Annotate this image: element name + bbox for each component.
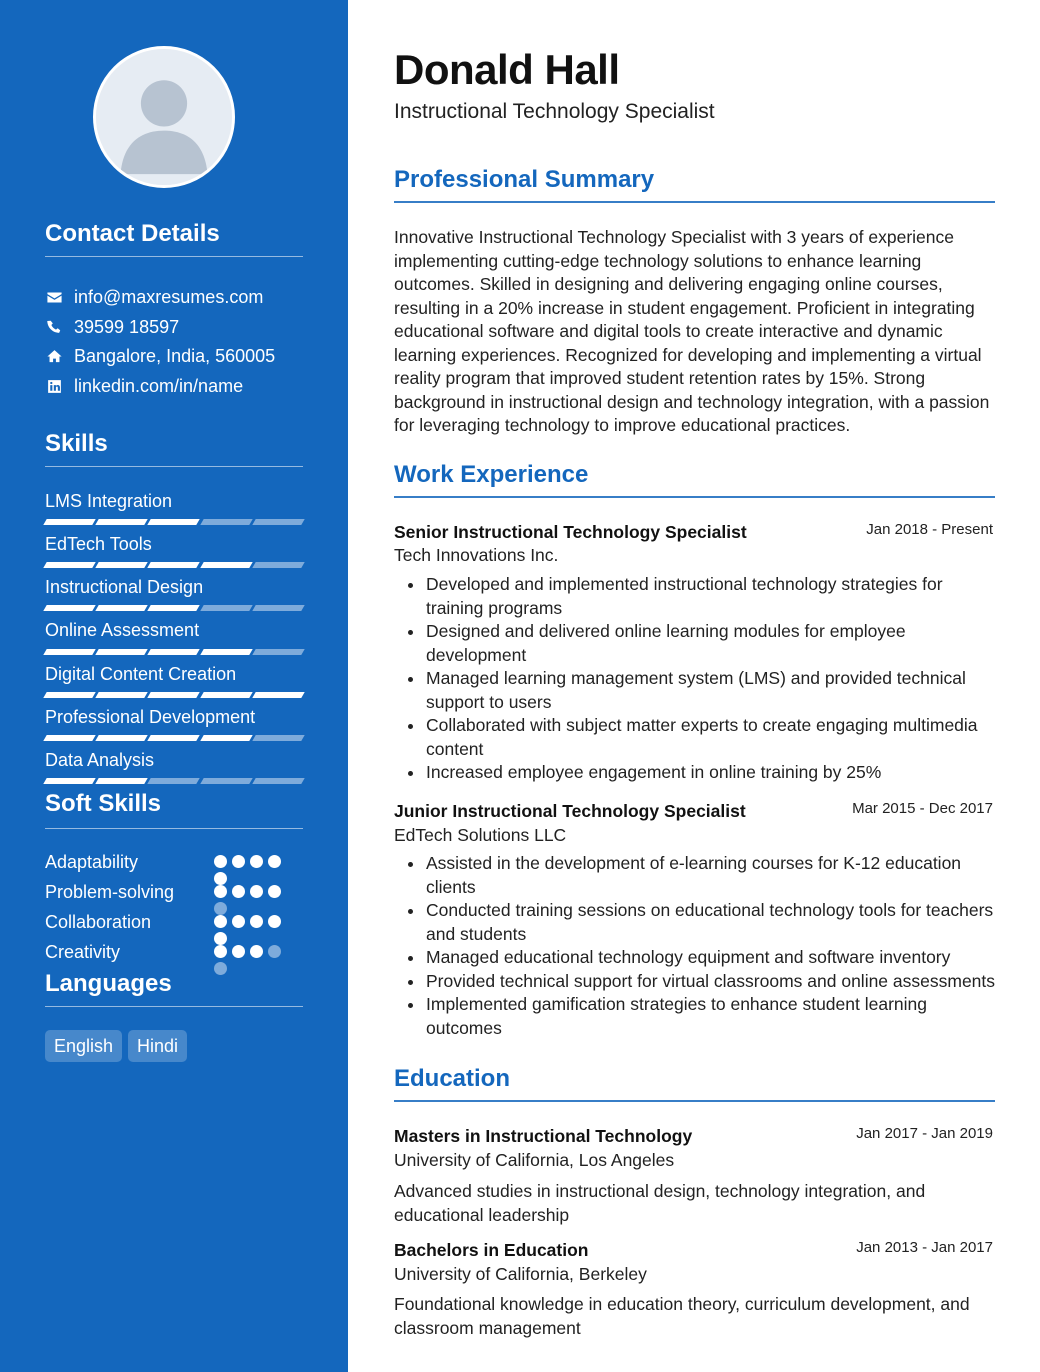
phone-icon — [45, 318, 63, 336]
soft-skill-rating — [214, 915, 286, 945]
skill-level-segment — [148, 519, 201, 525]
skill-name: Instructional Design — [45, 577, 204, 597]
summary-text: Innovative Instructional Technology Specialist with 3 years of experience implementing cutting-edge technology solutions to enhance learning outcomes. Skilled in designing and delivering engaging online courses, resulting in a 20% increase in student engagement. Proficient in integrating educational software and digital tools to create interactive and dynamic learning experiences. Recognized for developing and implementing a virtual reality program that improved student retention rates by 15%. Strong background in instructional design and technology integration, with a passion for leveraging technology to improve educational practices. — [394, 227, 990, 435]
rating-dot — [214, 885, 227, 898]
candidate-name: Donald Hall — [394, 46, 620, 93]
skill-level-segment — [148, 649, 201, 655]
skill-level-bar — [45, 605, 303, 611]
skill-name: Online Assessment — [45, 620, 200, 640]
rating-dot — [214, 855, 227, 868]
list-item: Designed and delivered online learning modules for employee development — [394, 620, 998, 667]
skill-level-segment — [200, 692, 253, 698]
skill-level-bar — [45, 562, 303, 568]
soft-skill-name: Collaboration — [45, 912, 152, 932]
soft-skill-name: Creativity — [45, 942, 121, 962]
skill-level-segment — [200, 778, 253, 784]
skill-level-bar — [45, 649, 303, 655]
job-title: Senior Instructional Technology Specialist — [394, 522, 747, 542]
rating-dot — [214, 962, 227, 975]
school-name: University of California, Berkeley — [394, 1264, 647, 1284]
skill-level-bar — [45, 519, 303, 525]
skill-level-segment — [148, 692, 201, 698]
soft-skill-rating — [214, 945, 286, 975]
skill-level-segment — [95, 649, 148, 655]
contact-divider — [45, 256, 303, 257]
rating-dot — [214, 915, 227, 928]
languages-divider — [45, 1006, 303, 1007]
skill-name: Professional Development — [45, 707, 256, 727]
list-item: Conducted training sessions on educational technology tools for teachers and students — [394, 899, 998, 946]
sidebar — [0, 0, 348, 1372]
list-item: Collaborated with subject matter experts to create engaging multimedia content — [394, 714, 998, 761]
contact-phone[interactable] — [45, 316, 179, 338]
rating-dot — [214, 945, 227, 958]
contact-title: Contact Details — [45, 220, 220, 247]
skill-level-segment — [95, 692, 148, 698]
soft-skill-rating — [214, 885, 286, 915]
rating-dot — [268, 885, 281, 898]
job-bullets — [394, 573, 998, 785]
contact-email[interactable] — [45, 286, 263, 308]
skill-level-segment — [252, 605, 305, 611]
education-divider — [394, 1100, 995, 1102]
skill-level-segment — [95, 519, 148, 525]
rating-dot — [268, 855, 281, 868]
rating-dot — [250, 885, 263, 898]
contact-phone-text: 39599 18597 — [74, 316, 180, 337]
degree-description: Advanced studies in instructional design, technology integration, and educational leadership — [394, 1181, 926, 1225]
skill-level-bar — [45, 692, 303, 698]
skill-level-segment — [200, 562, 253, 568]
main-content — [348, 0, 1040, 1372]
skill-level-bar — [45, 778, 303, 784]
skill-level-segment — [252, 649, 305, 655]
skills-title: Skills — [45, 430, 108, 457]
skill-level-segment — [95, 778, 148, 784]
home-icon — [45, 347, 63, 365]
job-dates: Mar 2015 - Dec 2017 — [852, 800, 993, 817]
skill-level-bar — [45, 735, 303, 741]
skill-level-segment — [95, 605, 148, 611]
skills-divider — [45, 466, 303, 467]
skill-level-segment — [43, 649, 96, 655]
list-item: Implemented gamification strategies to enhance student learning outcomes — [394, 993, 998, 1040]
skill-name: Data Analysis — [45, 750, 155, 770]
list-item: Managed educational technology equipment and software inventory — [394, 946, 998, 970]
contact-address-text: Bangalore, India, 560005 — [74, 345, 276, 366]
rating-dot — [214, 932, 227, 945]
rating-dot — [232, 885, 245, 898]
skill-level-segment — [43, 605, 96, 611]
skill-level-segment — [200, 519, 253, 525]
rating-dot — [214, 872, 227, 885]
language-chip: English — [45, 1030, 122, 1062]
rating-dot — [232, 915, 245, 928]
experience-divider — [394, 496, 995, 498]
skill-level-segment — [43, 519, 96, 525]
rating-dot — [214, 902, 227, 915]
skill-level-segment — [43, 562, 96, 568]
school-name: University of California, Los Angeles — [394, 1150, 675, 1170]
job-company: Tech Innovations Inc. — [394, 545, 559, 565]
list-item: Assisted in the development of e-learning courses for K-12 education clients — [394, 852, 998, 899]
envelope-icon — [45, 288, 63, 306]
rating-dot — [250, 855, 263, 868]
contact-address — [45, 345, 275, 367]
degree-dates: Jan 2017 - Jan 2019 — [856, 1125, 993, 1142]
list-item: Developed and implemented instructional technology strategies for training programs — [394, 573, 998, 620]
soft-skill-name: Problem-solving — [45, 882, 175, 902]
candidate-role: Instructional Technology Specialist — [394, 100, 715, 123]
soft-skill-name: Adaptability — [45, 852, 139, 872]
soft-skills-title: Soft Skills — [45, 790, 162, 817]
linkedin-icon — [45, 377, 63, 395]
rating-dot — [268, 915, 281, 928]
contact-linkedin[interactable] — [45, 375, 243, 397]
skill-level-segment — [148, 605, 201, 611]
degree-dates: Jan 2013 - Jan 2017 — [856, 1239, 993, 1256]
skill-level-segment — [43, 735, 96, 741]
skill-level-segment — [95, 562, 148, 568]
summary-title: Professional Summary — [394, 166, 655, 193]
skill-level-segment — [252, 778, 305, 784]
rating-dot — [250, 945, 263, 958]
list-item: Provided technical support for virtual classrooms and online assessments — [394, 970, 998, 994]
contact-email-text: info@maxresumes.com — [74, 286, 264, 307]
language-chip: Hindi — [128, 1030, 187, 1062]
skill-name: LMS Integration — [45, 491, 173, 511]
job-title: Junior Instructional Technology Specialist — [394, 801, 746, 821]
job-dates: Jan 2018 - Present — [866, 521, 993, 538]
rating-dot — [250, 915, 263, 928]
skill-name: Digital Content Creation — [45, 664, 237, 684]
rating-dot — [268, 945, 281, 958]
rating-dot — [232, 945, 245, 958]
skill-level-segment — [43, 778, 96, 784]
avatar-placeholder-icon — [96, 49, 232, 185]
summary-divider — [394, 201, 995, 203]
education-title: Education — [394, 1065, 511, 1092]
soft-skill-rating — [214, 855, 286, 885]
skill-level-segment — [148, 562, 201, 568]
skill-level-segment — [95, 735, 148, 741]
list-item: Increased employee engagement in online training by 25% — [394, 761, 998, 785]
skill-level-segment — [43, 692, 96, 698]
degree-title: Bachelors in Education — [394, 1240, 589, 1260]
skill-level-segment — [148, 778, 201, 784]
job-bullets — [394, 852, 998, 1040]
experience-title: Work Experience — [394, 461, 589, 488]
rating-dot — [232, 855, 245, 868]
avatar — [93, 46, 235, 188]
degree-title: Masters in Instructional Technology — [394, 1126, 693, 1146]
skill-level-segment — [200, 735, 253, 741]
languages-title: Languages — [45, 970, 172, 997]
skill-level-segment — [200, 649, 253, 655]
job-company: EdTech Solutions LLC — [394, 825, 567, 845]
skill-level-segment — [252, 692, 305, 698]
skill-level-segment — [252, 735, 305, 741]
degree-description: Foundational knowledge in education theory, curriculum development, and classroom management — [394, 1294, 970, 1338]
skill-level-segment — [252, 562, 305, 568]
skill-name: EdTech Tools — [45, 534, 152, 554]
skill-level-segment — [148, 735, 201, 741]
skill-level-segment — [252, 519, 305, 525]
soft-skills-divider — [45, 828, 303, 829]
skill-level-segment — [200, 605, 253, 611]
list-item: Managed learning management system (LMS) and provided technical support to users — [394, 667, 998, 714]
contact-linkedin-text: linkedin.com/in/name — [74, 375, 244, 396]
